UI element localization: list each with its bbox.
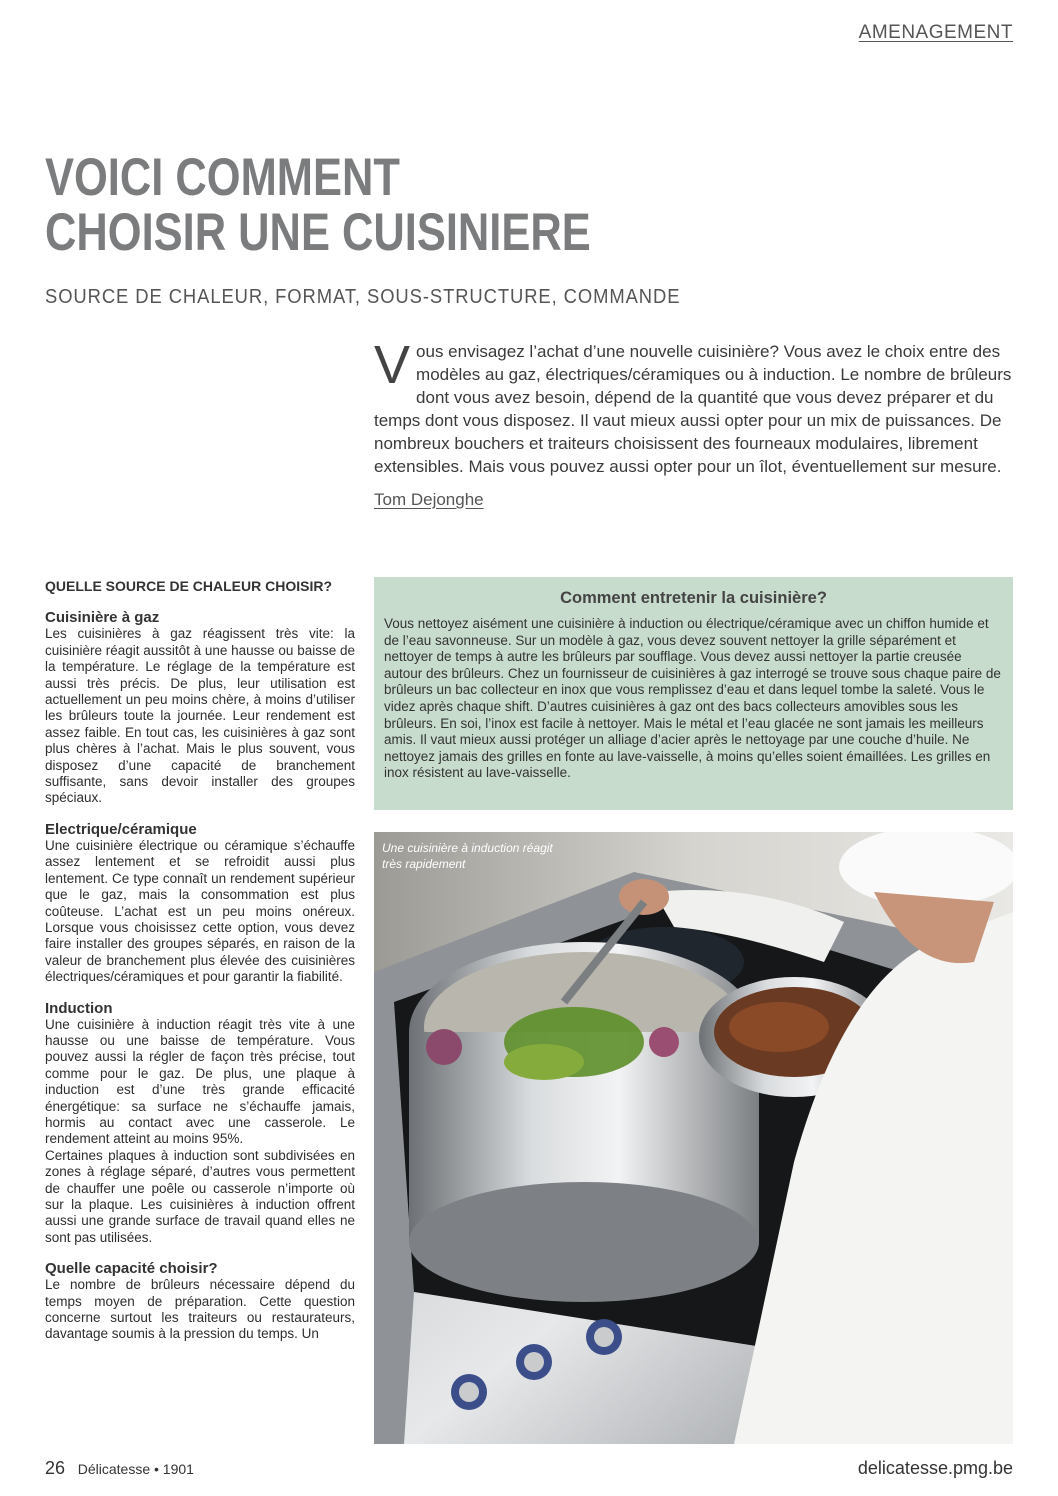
- website-link[interactable]: delicatesse.pmg.be: [857, 1458, 1013, 1478]
- section-title: Electrique/céramique: [45, 820, 197, 838]
- intro-text: ous envisagez l’achat d’une nouvelle cuisinière? Vous avez le choix entre des modèles au gaz, électriques/céramiques ou à induction. Le nombre de brûleurs dont vous avez besoin, dépend de la quantité que vous devez préparer et du temps dont vous disposez. Il vaut mieux aussi opter pour un mix de puissances. De nombreux bouchers et traiteurs choisissent des fourneaux modulaires, librement extensibles. Mais vous pouvez aussi opter pour un îlot, éventuellement sur mesure.: [374, 342, 1012, 476]
- section-title: Induction: [45, 999, 113, 1017]
- section-tag: AMENAGEMENT: [858, 22, 1013, 43]
- section-paragraph: Certaines plaques à induction sont subdivisées en zones à réglage séparé, d’autres vous permettent de chauffer une poêle ou casserole n’importe où sur la plaque. Les cuisinières à induction offrent aussi une grande surface de travail quand elles ne sont pas utilisées.: [45, 1147, 355, 1245]
- kitchen-photo: [374, 832, 1013, 1444]
- page-subtitle: SOURCE DE CHALEUR, FORMAT, SOUS-STRUCTURE, COMMANDE: [45, 286, 681, 308]
- box-title: Comment entretenir la cuisinière?: [560, 589, 827, 607]
- section-paragraph: Les cuisinières à gaz réagissent très vite: la cuisinière réagit aussitôt à une hausse ou baisse de la température. Le réglage de la température est aussi très précis. De plus, leur utilisation est actuellement un peu moins chère, à moins d’utiliser les brûleurs toute la journée. Leur rendement est assez faible. En tout cas, les cuisinières à gaz sont plus chères à l’achat. Mais le plus souvent, vous disposez d’une capacité de branchement suffisante, sans devoir installer des groupes spéciaux.: [45, 626, 355, 806]
- intro-paragraph: [374, 335, 1014, 478]
- page-number: 26: [45, 1458, 66, 1478]
- dropcap: V: [374, 335, 411, 395]
- footer-left: [45, 1458, 194, 1479]
- left-column: [45, 578, 355, 1343]
- section-title: Cuisinière à gaz: [45, 609, 160, 627]
- magazine-issue: Délicatesse • 1901: [77, 1461, 194, 1477]
- maintenance-box: [374, 577, 1013, 810]
- column-heading: QUELLE SOURCE DE CHALEUR CHOISIR?: [45, 578, 333, 594]
- section-paragraph: Une cuisinière à induction réagit très vite à une hausse ou une baisse de température. Vous pouvez aussi la régler de façon très précise, tout comme pour le gaz. De plus, une plaque à induction est d’une très grande efficacité énergétique: sa surface ne s’échauffe jamais, hormis au contact avec une casserole. Le rendement atteint au moins 95%.: [45, 1016, 355, 1147]
- section-paragraph: Une cuisinière électrique ou céramique s’échauffe assez lentement et se refroidit aussi plus lentement. Ce type connaît un rendement supérieur que le gaz, mais la consommation est plus coûteuse. L’achat est un peu moins onéreux. Lorsque vous choisissez cette option, vous devez faire installer des groupes séparés, en raison de la valeur de branchement plus élevée des cuisinières électriques/céramiques et pour garantir la fiabilité.: [45, 837, 355, 985]
- box-text: Vous nettoyez aisément une cuisinière à induction ou électrique/céramique avec un chiffon humide et de l’eau savonneuse. Sur un modèle à gaz, vous devez souvent nettoyer la grille séparément et nettoyer de temps à autre les brûleurs par soufflage. Vous devez aussi nettoyer la partie creusée autour des brûleurs. Chez un fournisseur de cuisinières à gaz interrogé se trouve sous chaque paire de brûleurs un bac collecteur en inox que vous remplissez d’eau et dans lequel tombe la saleté. Vous le videz après chaque shift. D’autres cuisinières à gaz ont des bacs collecteurs amovibles sous les brûleurs. En soi, l’inox est facile à nettoyer. Mais le métal et l’eau glacée ne sont jamais les meilleurs amis. Il vaut mieux aussi protéger un alliage d’acier après le nettoyage par une couche d’huile. Ne nettoyez jamais des grilles en fonte au lave-vaisselle, à moins qu’elles soient émaillées. Les grilles en inox résistent au lave-vaisselle.: [384, 616, 1001, 781]
- photo-caption: Une cuisinière à induction réagit très rapidement: [382, 841, 553, 871]
- author-byline: Tom Dejonghe: [374, 490, 484, 509]
- section-title: Quelle capacité choisir?: [45, 1260, 218, 1278]
- page-title: [45, 150, 591, 260]
- section-paragraph: Le nombre de brûleurs nécessaire dépend du temps moyen de préparation. Cette question concerne surtout les traiteurs ou restaurateurs, davantage soumis à la pression du temps. Un: [45, 1277, 355, 1342]
- title-line-2: CHOISIR UNE CUISINIERE: [45, 203, 591, 262]
- induction-cooking-illustration: [374, 832, 1013, 1444]
- title-line-1: VOICI COMMENT: [45, 148, 400, 207]
